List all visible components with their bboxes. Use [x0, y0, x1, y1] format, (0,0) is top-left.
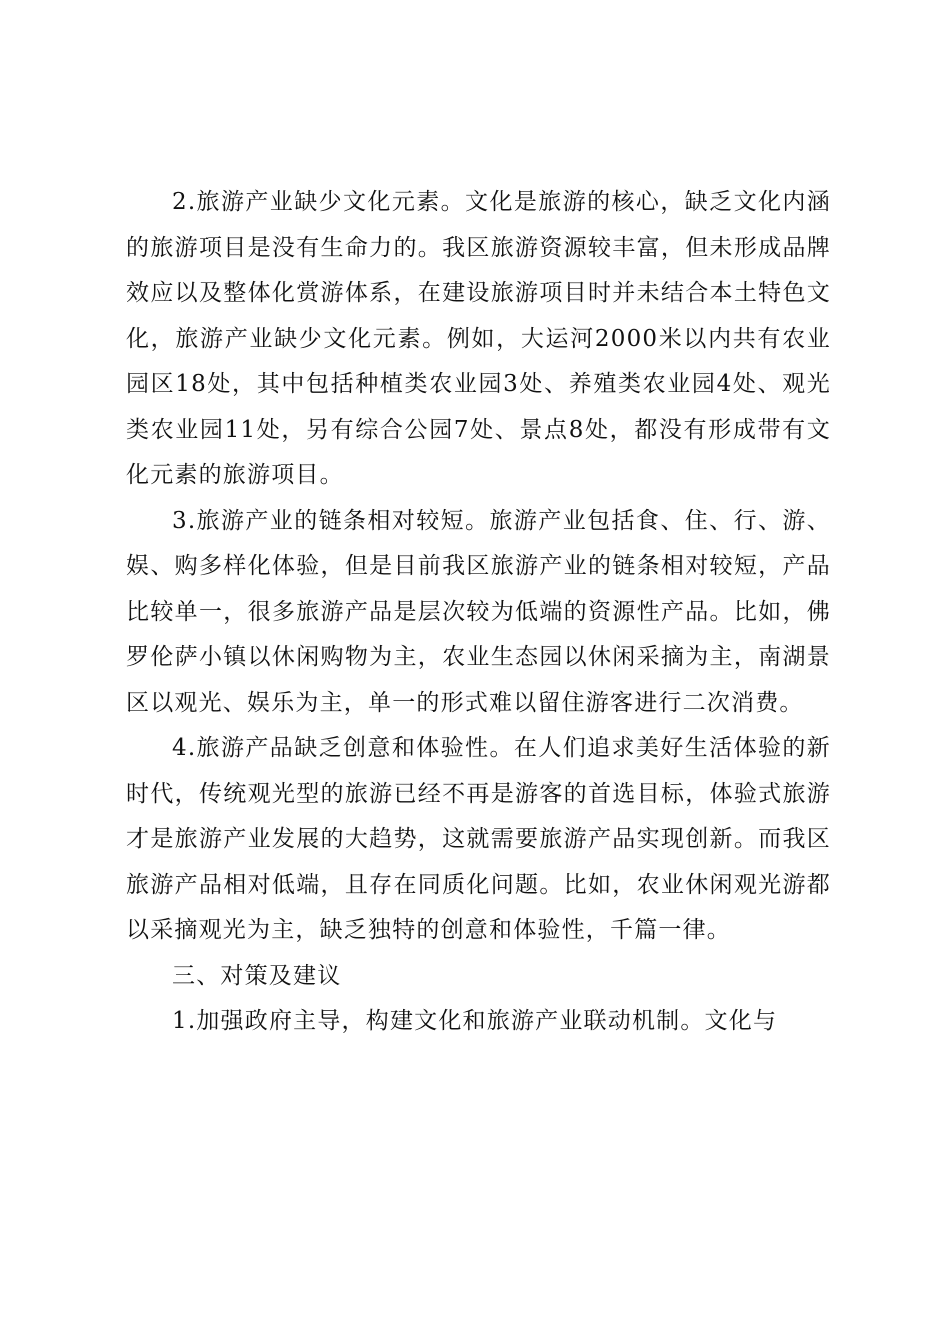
- document-body: [126, 180, 831, 1045]
- paragraph-lack-cultural-elements: 2.旅游产业缺少文化元素。文化是旅游的核心，缺乏文化内涵的旅游项目是没有生命力的。我区旅游资源较丰富，但未形成品牌效应以及整体化赏游体系，在建设旅游项目时并未结合本土特色文化，旅游产业缺少文化元素。例如，大运河2000米以内共有农业园区18处，其中包括种植类农业园3处、养殖类农业园4处、观光类农业园11处，另有综合公园7处、景点8处，都没有形成带有文化元素的旅游项目。: [126, 189, 831, 488]
- paragraph-government-led: 1.加强政府主导，构建文化和旅游产业联动机制。文化与: [172, 1008, 778, 1034]
- paragraph-lack-creativity: 4.旅游产品缺乏创意和体验性。在人们追求美好生活体验的新时代，传统观光型的旅游已经不再是游客的首选目标，体验式旅游才是旅游产业发展的大趋势，这就需要旅游产品实现创新。而我区旅游产品相对低端，且存在同质化问题。比如，农业休闲观光游都以采摘观光为主，缺乏独特的创意和体验性，千篇一律。: [126, 735, 831, 943]
- section-heading: 三、对策及建议: [172, 962, 342, 989]
- paragraph-short-industry-chain: 3.旅游产业的链条相对较短。旅游产业包括食、住、行、游、娱、购多样化体验，但是目前我区旅游产业的链条相对较短，产品比较单一，很多旅游产品是层次较为低端的资源性产品。比如，佛罗伦萨小镇以休闲购物为主，农业生态园以休闲采摘为主，南湖景区以观光、娱乐为主，单一的形式难以留住游客进行二次消费。: [126, 507, 831, 716]
